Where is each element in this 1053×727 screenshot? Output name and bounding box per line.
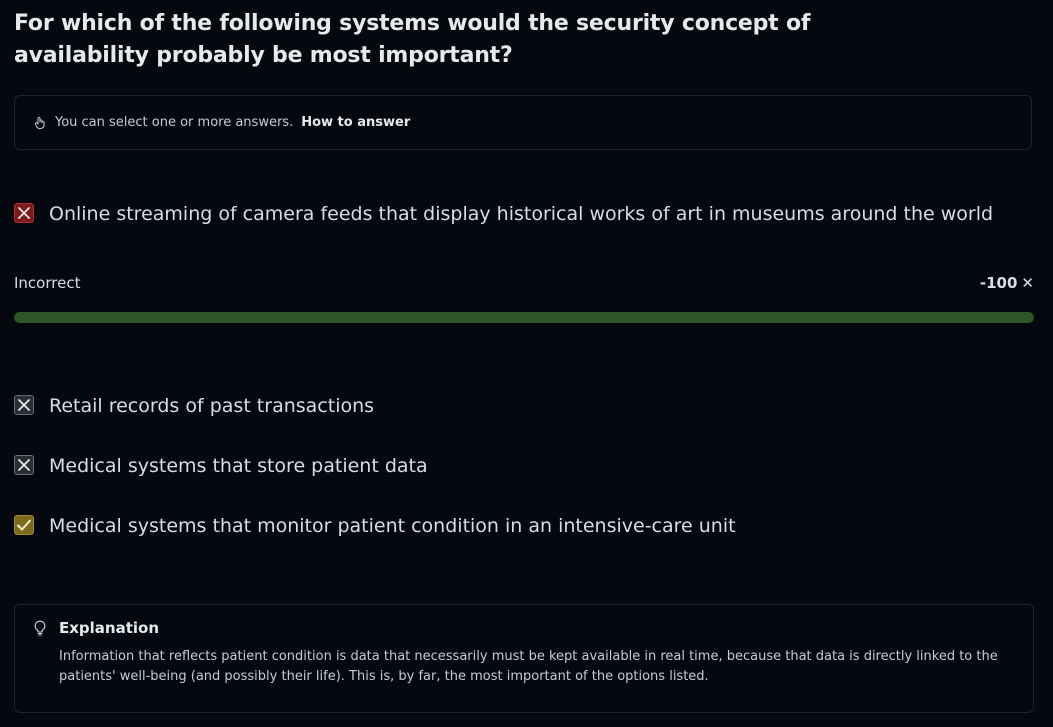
progress-fill xyxy=(14,312,1034,323)
answer-option-2[interactable] xyxy=(14,392,1024,420)
close-icon: ✕ xyxy=(1021,274,1034,292)
answer-hint-box xyxy=(14,95,1032,150)
answer-option-4[interactable] xyxy=(14,512,1024,540)
hand-pointer-icon xyxy=(33,116,47,130)
how-to-answer-link[interactable]: How to answer xyxy=(301,115,411,130)
option-4-label: Medical systems that monitor patient condition in an intensive-care unit xyxy=(49,515,736,537)
option-3-label: Medical systems that store patient data xyxy=(49,455,428,477)
result-row xyxy=(14,274,1034,292)
option-3-checkbox[interactable] xyxy=(14,455,34,475)
explanation-text: Information that reflects patient condition is data that necessarily must be kept available in real time, because that data is directly linked to the patients' well-being (and possibly their life). This is, by far, the most important of the options listed. xyxy=(59,649,998,684)
x-icon xyxy=(17,206,31,220)
lightbulb-icon xyxy=(33,620,47,636)
x-icon xyxy=(17,458,31,472)
result-status: Incorrect xyxy=(14,274,81,292)
option-2-label: Retail records of past transactions xyxy=(49,395,375,417)
option-2-checkbox[interactable] xyxy=(14,395,34,415)
score-value: -100 xyxy=(979,274,1018,292)
option-1-label: Online streaming of camera feeds that display historical works of art in museums around the world xyxy=(49,203,994,225)
answer-option-3[interactable] xyxy=(14,452,1024,480)
explanation-title: Explanation xyxy=(59,619,160,637)
question-title: For which of the following systems would the security concept of availability probably be most important? xyxy=(14,11,811,68)
x-icon xyxy=(17,398,31,412)
option-4-checkbox[interactable] xyxy=(14,515,34,535)
hint-text: You can select one or more answers. xyxy=(55,115,294,130)
explanation-header xyxy=(33,619,1015,637)
explanation-box xyxy=(14,604,1034,713)
score-display xyxy=(980,274,1034,292)
check-icon xyxy=(16,518,32,532)
score-progress-bar xyxy=(14,312,1034,323)
option-1-checkbox[interactable] xyxy=(14,203,34,223)
answer-option-1[interactable] xyxy=(14,200,1024,228)
